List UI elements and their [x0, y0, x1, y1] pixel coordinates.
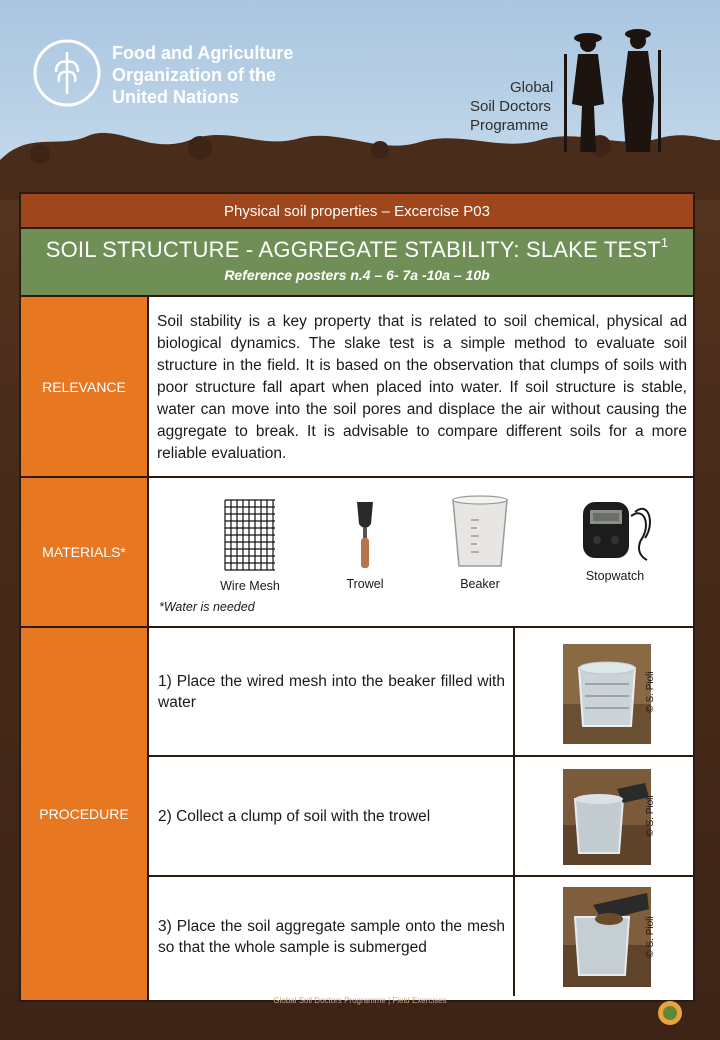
org-line-3: United Nations	[112, 87, 240, 107]
step-photo	[515, 877, 693, 996]
page-title	[21, 237, 693, 263]
photo-credit: © S. Pioli	[644, 795, 656, 837]
step-3-photo	[563, 887, 651, 987]
photo-credit: © S. Pioli	[644, 915, 656, 958]
fao-logo	[32, 38, 102, 108]
material-item	[445, 494, 515, 591]
material-name: Trowel	[346, 577, 384, 591]
step-photo	[515, 757, 693, 875]
materials-row	[21, 478, 693, 628]
wire-mesh-icon	[223, 498, 277, 572]
footnote-mark: 1	[660, 235, 669, 250]
title-bar	[21, 229, 693, 297]
step-photo	[515, 628, 693, 755]
procedure-row	[21, 628, 693, 1000]
materials-label: MATERIALS*	[21, 478, 149, 626]
material-name: Beaker	[460, 577, 500, 591]
material-name: Wire Mesh	[220, 579, 280, 593]
step-2-photo	[563, 769, 651, 865]
programme-name	[470, 78, 553, 135]
material-item	[211, 498, 289, 593]
trowel-icon	[353, 498, 377, 570]
organization-name	[112, 42, 293, 108]
step-text: 1) Place the wired mesh into the beaker filled with water	[149, 628, 515, 755]
step-1-photo	[563, 644, 651, 744]
reference-posters: Reference posters n.4 – 6- 7a -10a – 10b	[224, 267, 490, 283]
subtitle-bar: Physical soil properties – Excercise P03	[21, 194, 693, 229]
materials-content	[149, 478, 693, 626]
relevance-text: Soil stability is a key property that is related to soil chemical, physical ad biological dynamics. The slake test is a simple method to evaluate soil structure in the field. It is based on the observation that clumps of soils with poor structure fall apart when placed into water. If soil structure is stable, water can move into the soil pores and displace the air without causing the aggregate to break. It is advisable to compare different soils for a more reliable evaluation.	[157, 313, 687, 462]
gsdp-logo	[657, 1000, 683, 1026]
procedure-step	[149, 757, 693, 877]
programme-line-1: Global	[510, 79, 554, 96]
step-text: 2) Collect a clump of soil with the trowel	[149, 757, 515, 875]
procedure-label: PROCEDURE	[21, 628, 149, 1000]
stopwatch-icon	[577, 496, 653, 562]
procedure-step	[149, 628, 693, 757]
water-note: *Water is needed	[159, 600, 255, 614]
material-item	[577, 496, 653, 583]
programme-line-3: Programme	[470, 117, 549, 134]
material-name: Stopwatch	[585, 569, 645, 583]
procedure-steps	[149, 628, 693, 1000]
org-line-1: Food and Agriculture	[112, 43, 294, 63]
photo-credit: © S. Pioli	[644, 670, 656, 713]
page-title-text: SOIL STRUCTURE - AGGREGATE STABILITY: SLAKE TEST	[45, 237, 661, 262]
farmers-silhouette	[550, 24, 670, 154]
programme-line-2: Soil Doctors	[470, 98, 551, 115]
org-line-2: Organization of the	[112, 65, 276, 85]
material-item	[337, 498, 393, 591]
beaker-icon	[449, 494, 511, 570]
relevance-label: RELEVANCE	[21, 297, 149, 476]
procedure-step	[149, 877, 693, 996]
exercise-card	[19, 192, 695, 1002]
step-text: 3) Place the soil aggregate sample onto the mesh so that the whole sample is submerged	[149, 877, 515, 996]
relevance-row	[21, 297, 693, 478]
footer-text: Global Soil Doctors Programme | Field Exercises	[273, 996, 447, 1005]
